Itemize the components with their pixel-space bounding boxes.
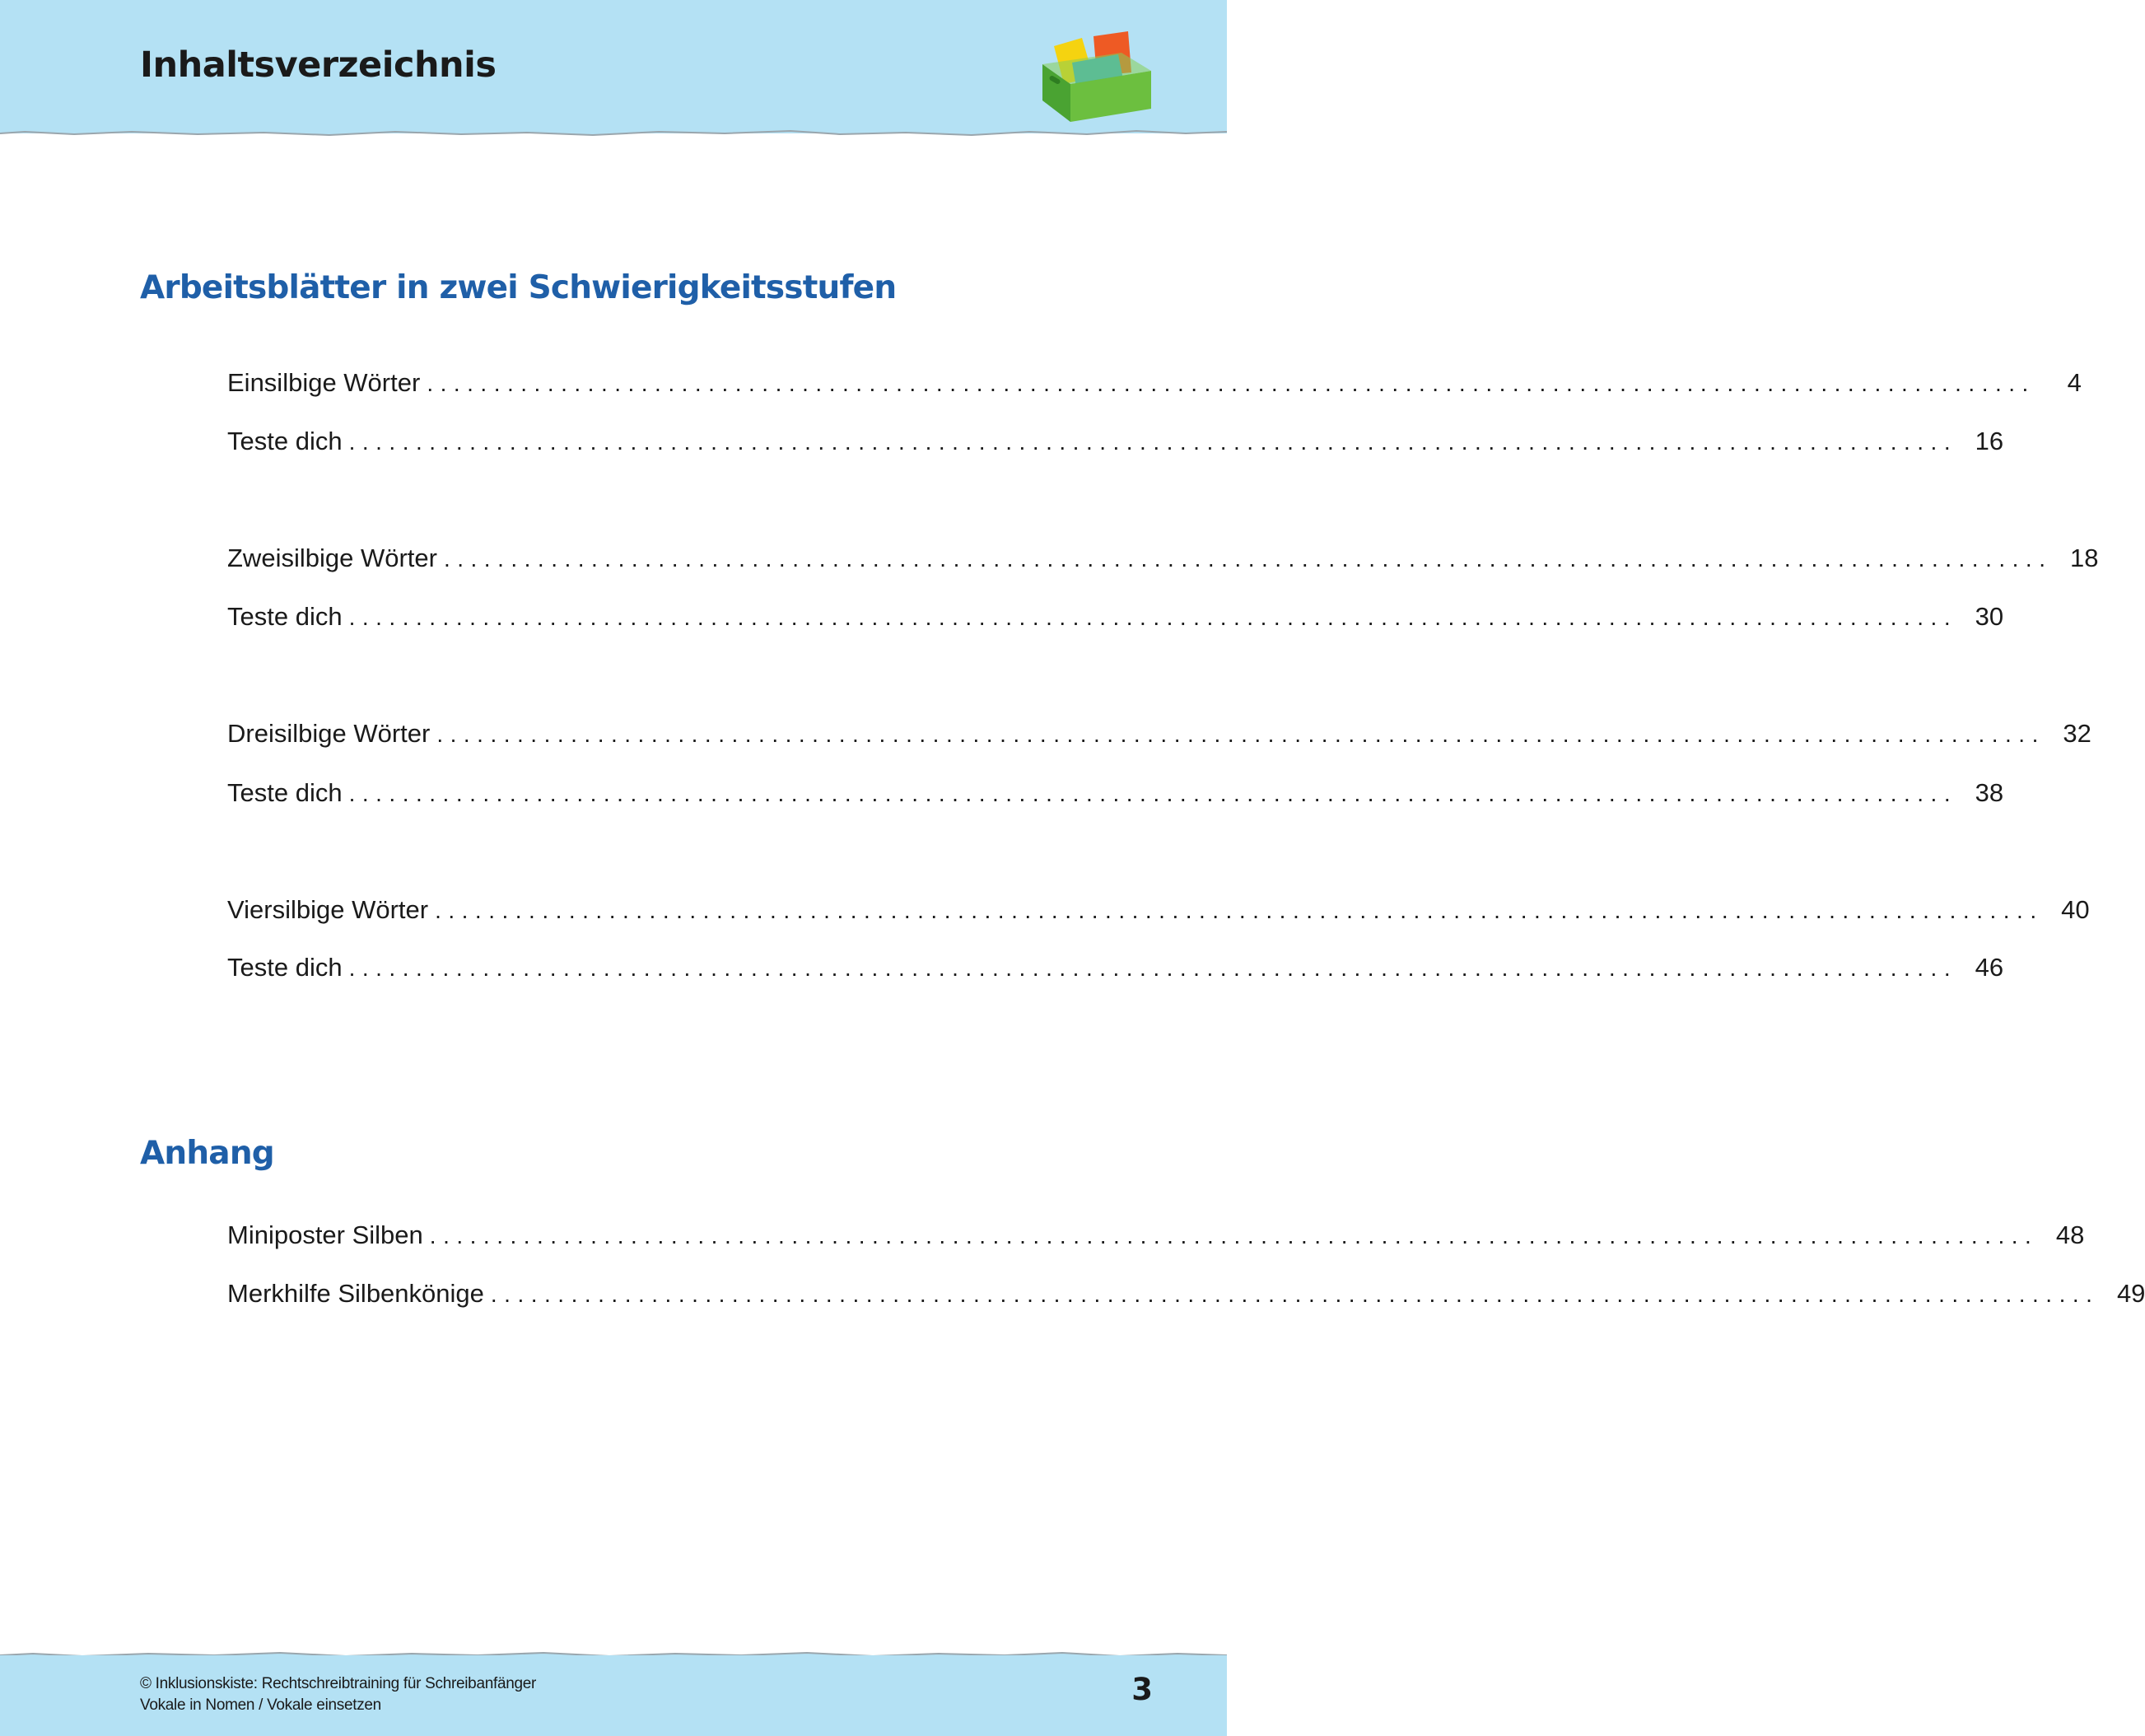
toc-entry[interactable]: [227, 777, 2004, 810]
footer-credit: [140, 1673, 536, 1716]
toc-dot-leader: ........................................................................................................................: [348, 429, 1958, 455]
toc-entry-label: Teste dich: [227, 778, 343, 807]
toc-entry[interactable]: [227, 1277, 2145, 1310]
toc-entry[interactable]: [227, 366, 2082, 399]
toc-entry[interactable]: [227, 951, 2004, 984]
page-number: 3: [1131, 1672, 1153, 1707]
toc-entry-label: Zweisilbige Wörter: [227, 544, 437, 572]
toc-dot-leader: ........................................................................................................................: [429, 1223, 2039, 1248]
toc-entry-page: 16: [1975, 427, 2004, 455]
footer-line-1: © Inklusionskiste: Rechtschreibtraining für Schreibanfänger: [140, 1675, 537, 1692]
toc-entry[interactable]: [227, 542, 2099, 575]
toc-entry-page: 48: [2055, 1220, 2085, 1249]
toc-entry-page: 32: [2063, 719, 2091, 748]
torn-paper-edge-top: [0, 125, 1227, 143]
toc-entry[interactable]: [227, 1219, 2085, 1252]
toc-dot-leader: ........................................................................................................................: [435, 898, 2044, 923]
toc-entry[interactable]: [227, 425, 2004, 458]
toc-dot-leader: ........................................................................................................................: [348, 604, 1958, 630]
toc-entry-label: Teste dich: [227, 602, 343, 631]
toc-dot-leader: ........................................................................................................................: [490, 1281, 2100, 1307]
toc-entry-label: Miniposter Silben: [227, 1220, 423, 1249]
toc-entry[interactable]: [227, 894, 2090, 926]
toc-entry-page: 46: [1975, 953, 2004, 982]
toc-entry-label: Einsilbige Wörter: [227, 368, 421, 397]
toc-entry-label: Viersilbige Wörter: [227, 895, 429, 924]
page-title: Inhaltsverzeichnis: [140, 44, 497, 86]
toc-dot-leader: ........................................................................................................................: [443, 546, 2053, 572]
toc-entry-page: 40: [2061, 895, 2090, 924]
toc-entry-page: 18: [2069, 544, 2099, 572]
toc-entry-label: Merkhilfe Silbenkönige: [227, 1279, 484, 1308]
toc-entry-label: Teste dich: [227, 953, 343, 982]
section-heading-worksheets: Arbeitsblätter in zwei Schwierigkeitsstufen: [140, 269, 897, 306]
toc-entry-page: 30: [1975, 602, 2004, 631]
toc-dot-leader: ........................................................................................................................: [436, 721, 2045, 747]
toc-entry-page: 38: [1975, 778, 2004, 807]
toc-dot-leader: ........................................................................................................................: [348, 955, 1958, 981]
toc-entry-page: 4: [2067, 368, 2082, 397]
box-of-papers-icon: [1039, 30, 1154, 127]
toc-dot-leader: ........................................................................................................................: [427, 371, 2035, 396]
toc-entry-label: Dreisilbige Wörter: [227, 719, 431, 748]
section-heading-appendix: Anhang: [140, 1135, 274, 1172]
toc-entry[interactable]: [227, 717, 2091, 750]
footer-line-2: Vokale in Nomen / Vokale einsetzen: [140, 1696, 381, 1714]
toc-dot-leader: ........................................................................................................................: [348, 781, 1958, 806]
toc-entry-page: 49: [2116, 1279, 2145, 1308]
toc-entry[interactable]: [227, 600, 2004, 633]
toc-entry-label: Teste dich: [227, 427, 343, 455]
